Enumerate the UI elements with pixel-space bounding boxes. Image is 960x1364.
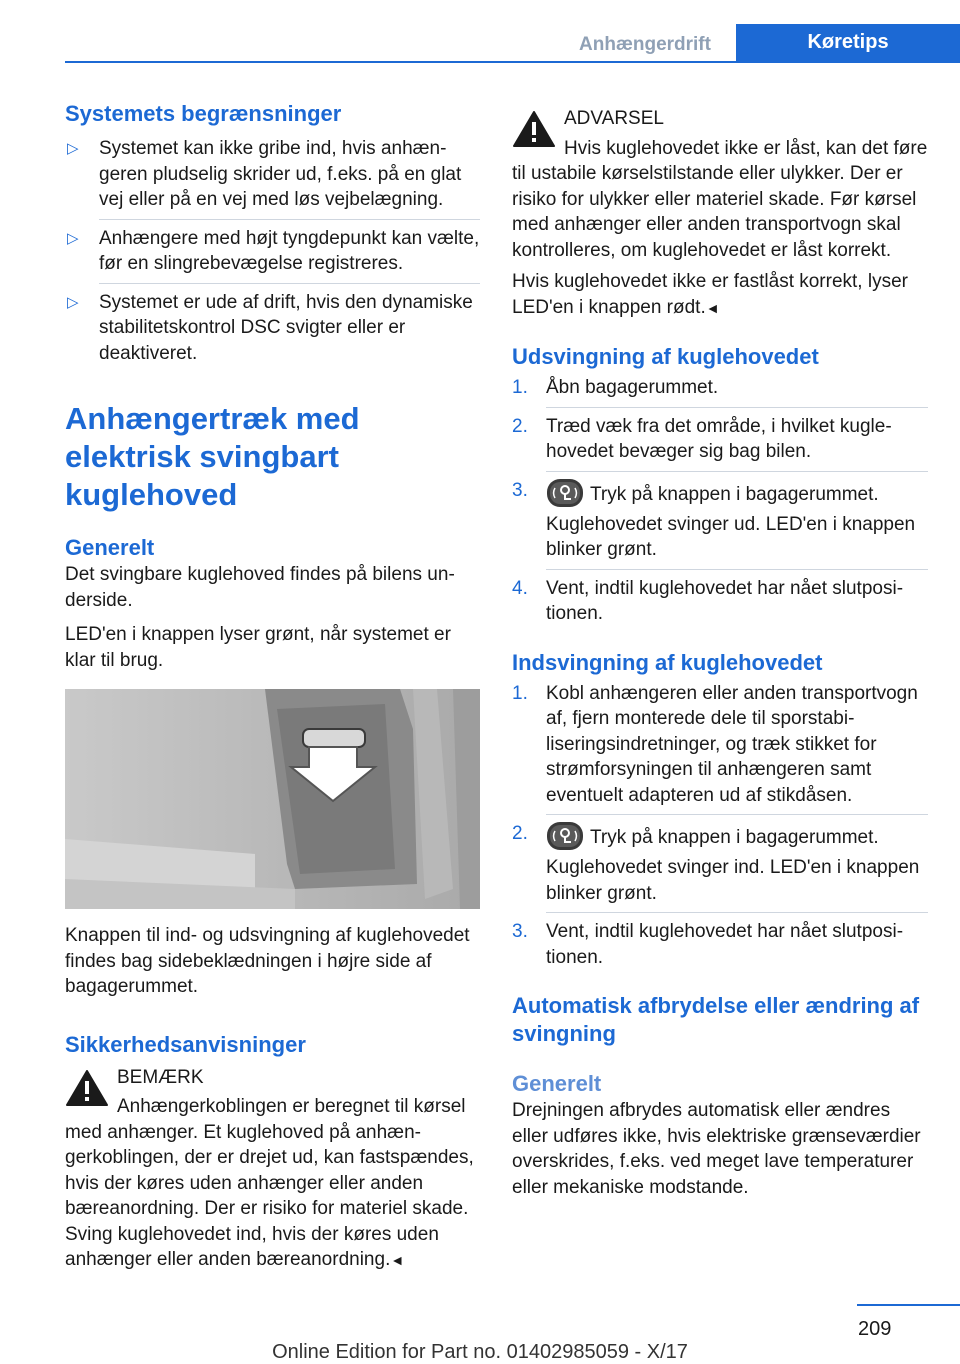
- trailer-hitch-button-icon: [546, 478, 584, 508]
- footer-rule: [857, 1304, 960, 1306]
- header-section-tab[interactable]: Anhængerdrift: [579, 33, 711, 55]
- step-result: Kuglehovedet svinger ud. LED'en i knappen blinker grønt.: [546, 513, 916, 560]
- auto-general-heading: Generelt: [512, 1071, 602, 1096]
- header-rule: [65, 61, 960, 63]
- step-result: Kuglehovedet svinger ind. LED'en i knappen blinker grønt.: [546, 857, 920, 904]
- divider: [546, 569, 928, 570]
- left-column: [65, 100, 480, 1274]
- safety-heading: Sikkerhedsanvisninger: [65, 1031, 306, 1057]
- trunk-panel-image: [65, 689, 480, 909]
- warning-label: ADVARSEL: [564, 108, 664, 129]
- warning-text-led: Hvis kuglehovedet ikke er fastlåst korrekt, lyser LED'en i knappen rødt.◄: [512, 271, 908, 318]
- swing-out-steps: [512, 375, 928, 627]
- warning-box: [512, 106, 928, 321]
- end-mark-icon: ◄: [705, 299, 720, 316]
- warning-triangle-icon: [512, 110, 556, 148]
- swing-out-heading: Udsvingning af kuglehovedet: [512, 344, 819, 369]
- photo-caption: Knappen til ind- og udsvingning af kuglehovedet findes bag sidebeklædningen i højre side af bagagerummet.: [65, 925, 470, 997]
- trailer-hitch-button-icon: [546, 821, 584, 851]
- notice-label: BEMÆRK: [117, 1066, 204, 1088]
- edition-footer: Online Edition for Part no. 01402985059 - X/17: [272, 1341, 688, 1363]
- divider: [546, 814, 928, 815]
- triangle-bullet-icon: ▷: [67, 140, 79, 157]
- general-paragraph-led: LED'en i knappen lyser grønt, når systemet er klar til brug.: [65, 624, 451, 671]
- auto-interrupt-paragraph: Drejningen afbrydes automatisk eller ændres eller udføres ikke, hvis elektriske grænseværdier overskrides, f.eks. ved meget lave temperaturer eller mekaniske modstande.: [512, 1100, 921, 1198]
- notice-text: Anhængerkoblingen er beregnet til kørsel med anhænger. Et kuglehoved på anhængerkoblingen, der er drejet ud, kan fastspændes, hvis der køres uden anhænger eller anden bæreanordning. Der er risiko for materiel skade. Sving kuglehovedet ind, hvis der køres uden anhænger eller anden bæreanordning.◄: [65, 1096, 474, 1270]
- trunk-side-panel-photo: [65, 689, 480, 909]
- page-number: 209: [858, 1318, 892, 1340]
- divider: [546, 407, 928, 408]
- list-item: 1. Kobl anhængeren eller anden transportvogn af, fjern monterede dele til sporstabiliseringsindretninger, og træk stikket for strømforsyningen til anhængeren samt eventuelt adapteren ud af stikdåsen.: [512, 682, 918, 806]
- list-item: ▷ Anhængere med højt tyngdepunkt kan vælte, før en slingrebevægelse registreres.: [67, 227, 480, 274]
- list-item: 2. Træd væk fra det område, i hvilket kuglehovedet bevæger sig bag bilen.: [512, 415, 892, 462]
- list-item: ▷ Systemet er ude af drift, hvis den dynamiske stabilitetskontrol DSC svigter eller er deaktiveret.: [67, 291, 473, 364]
- swing-in-steps: [512, 681, 928, 971]
- main-heading: Anhængertræk med elektrisk svingbart kuglehoved: [65, 401, 360, 512]
- divider: [99, 283, 480, 284]
- list-item: 3. Vent, indtil kuglehovedet har nået slutpositionen.: [512, 921, 904, 968]
- end-mark-icon: ◄: [390, 1252, 405, 1268]
- limits-heading: Systemets begrænsninger: [65, 101, 342, 126]
- notice-box: [65, 1065, 480, 1274]
- general-heading: Generelt: [65, 535, 155, 560]
- auto-interrupt-heading: Automatisk afbrydelse eller ændring af svingning: [512, 993, 920, 1046]
- list-item: ▷ Systemet kan ikke gribe ind, hvis anhængeren pludselig skrider ud, f.eks. på en glat vej eller på en vej med løs vejbelægning.: [67, 138, 462, 210]
- header-chapter-tab[interactable]: Køretips: [736, 24, 960, 61]
- list-item: 1. Åbn bagagerummet.: [512, 377, 719, 398]
- divider: [546, 471, 928, 472]
- general-paragraph: Det svingbare kuglehoved findes på bilens underside.: [65, 564, 455, 611]
- limits-list: [65, 136, 480, 366]
- list-item: 3. Tryk på knappen i bagagerummet. Kuglehovedet svinger ud. LED'en i knappen blinker grønt.: [512, 478, 928, 563]
- warning-triangle-icon: [65, 1069, 109, 1107]
- list-item: 4. Vent, indtil kuglehovedet har nået slutpositionen.: [512, 577, 904, 624]
- right-column: [512, 106, 928, 1200]
- list-item: 2. Tryk på knappen i bagagerummet. Kuglehovedet svinger ind. LED'en i knappen blinker grønt.: [512, 821, 928, 906]
- warning-text: Hvis kuglehovedet ikke er låst, kan det føre til ustabile kørselstilstande eller ulykker. Der er risiko for ulykker eller materiel skade. Før kørsel med anhænger eller anden transportvogn skal kontrolleres, om kuglehovedet er låst korrekt.: [512, 137, 928, 261]
- triangle-bullet-icon: ▷: [67, 229, 79, 247]
- swing-in-heading: Indsvingning af kuglehovedet: [512, 649, 823, 675]
- divider: [546, 912, 928, 913]
- divider: [99, 219, 480, 220]
- triangle-bullet-icon: ▷: [67, 293, 79, 311]
